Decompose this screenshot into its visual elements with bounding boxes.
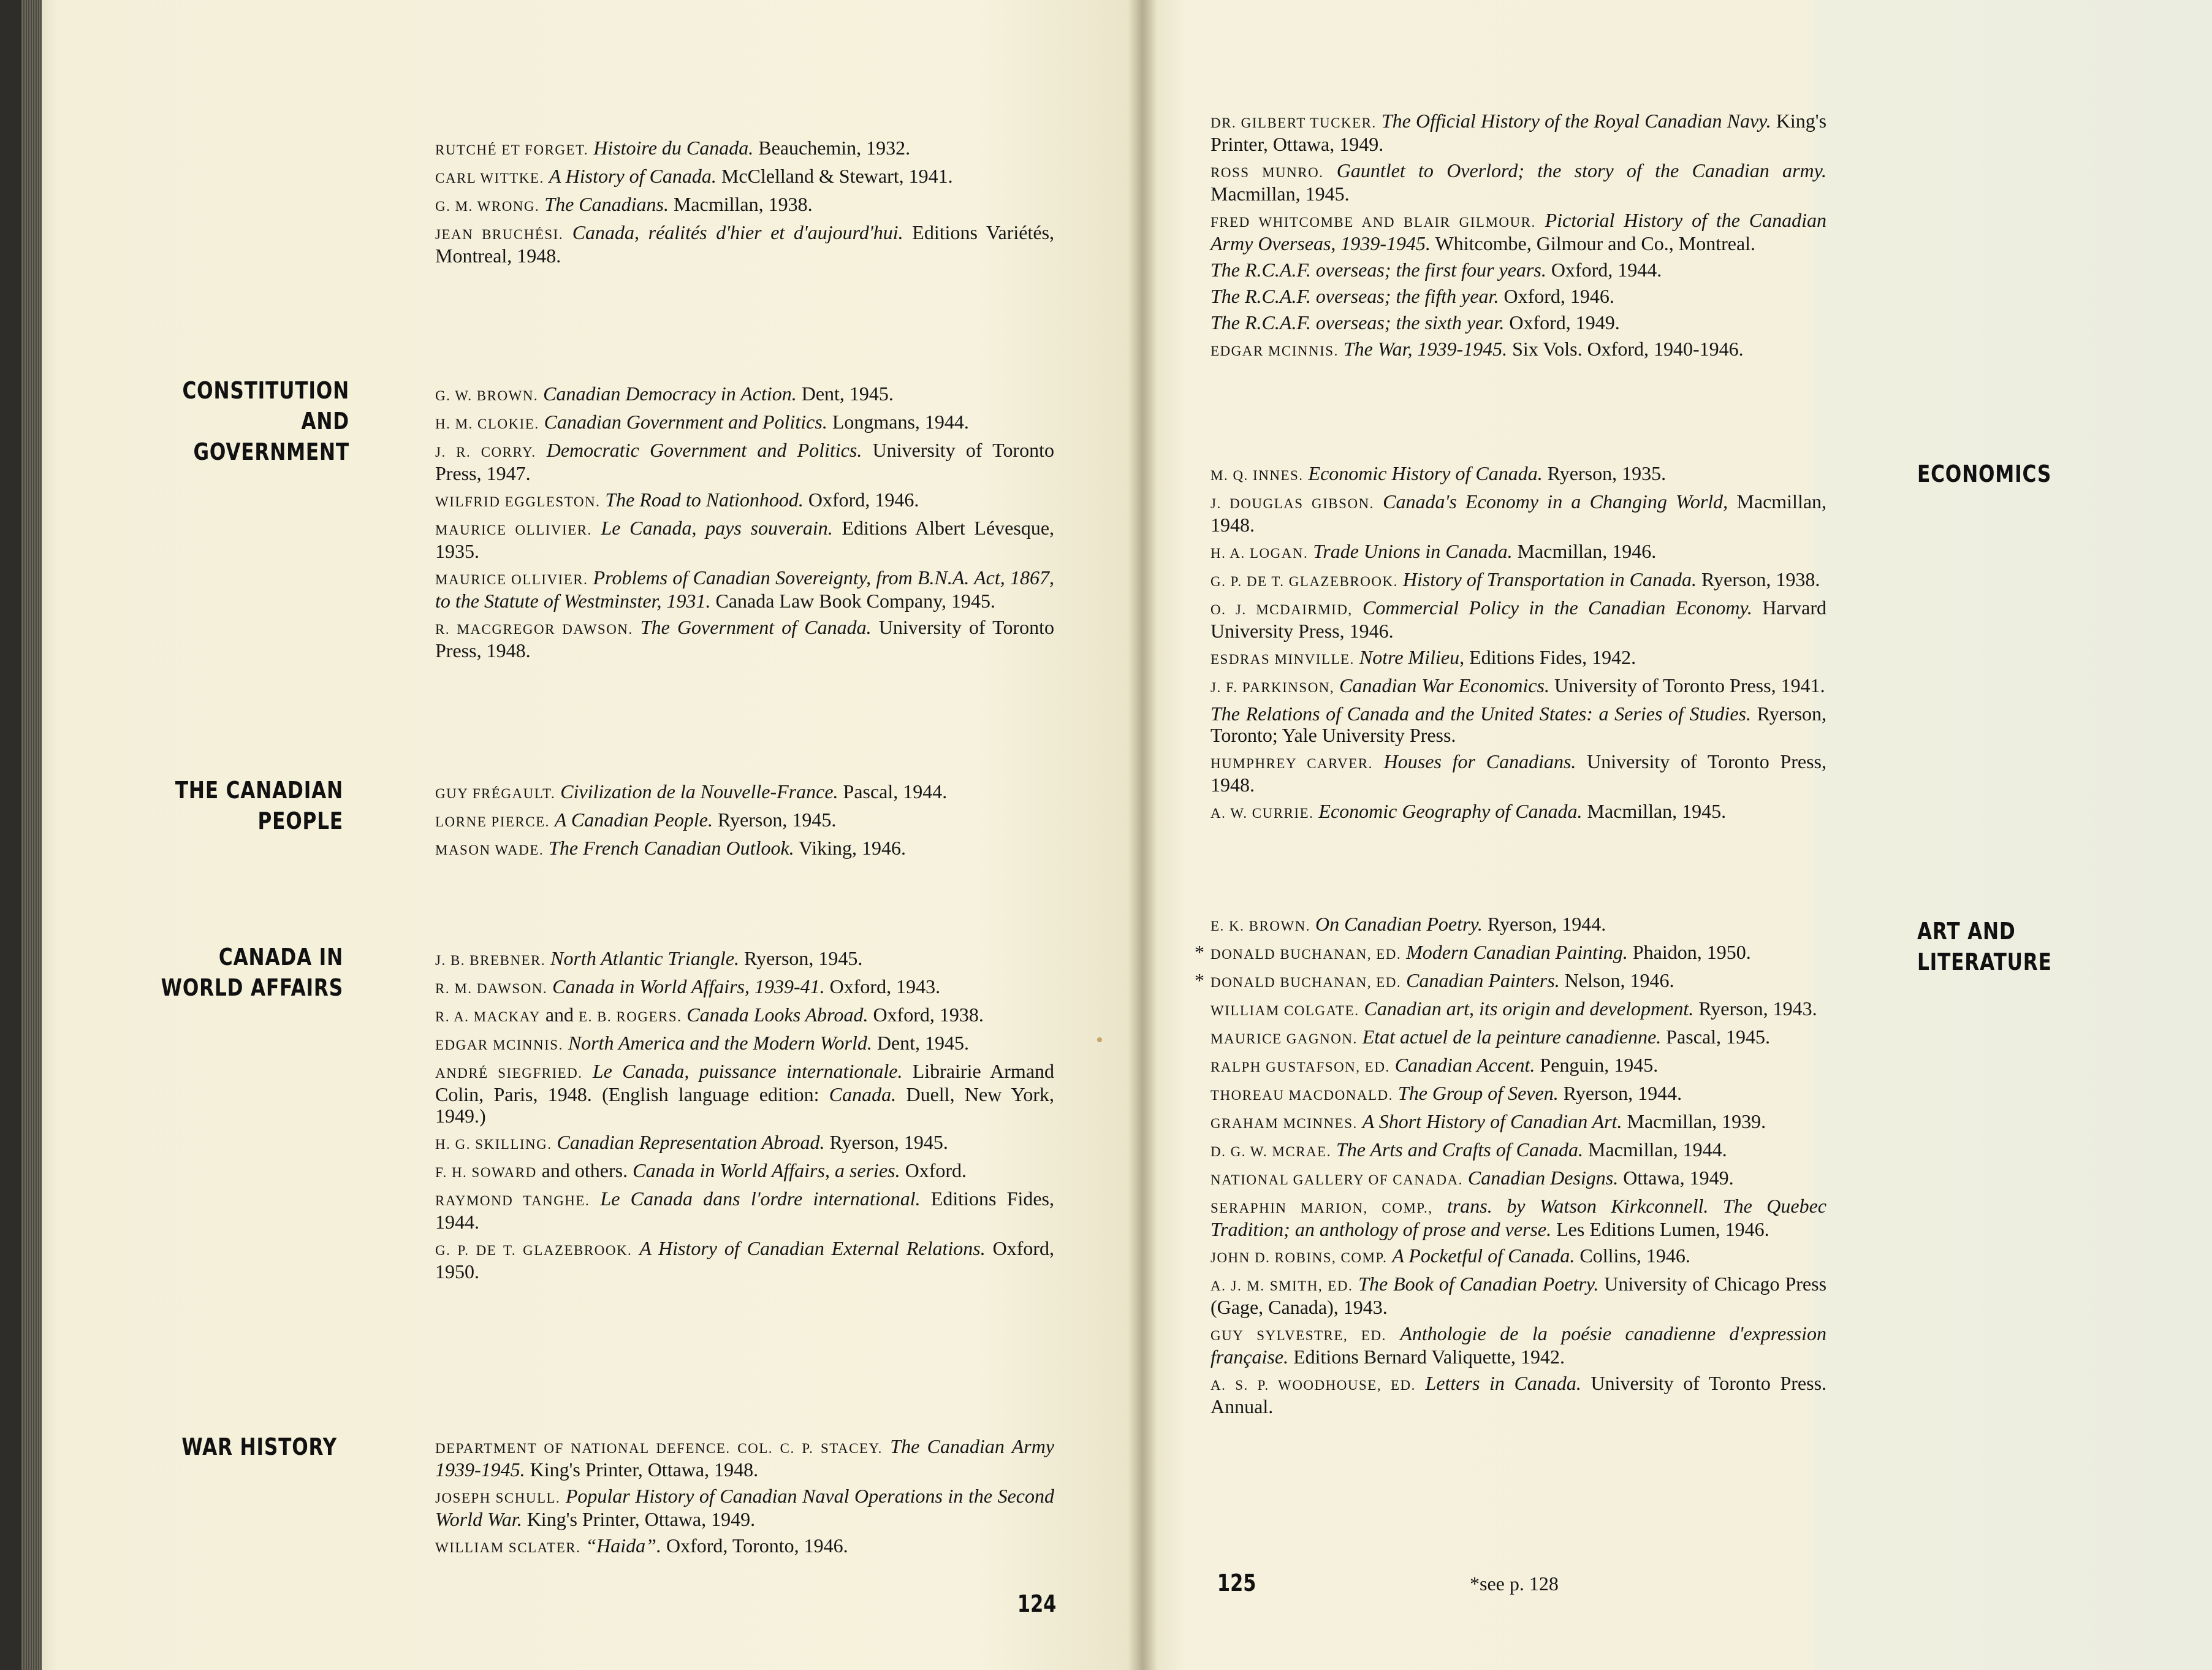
page-edges — [21, 0, 42, 1670]
entry-publisher: Ryerson, 1945. — [829, 1131, 948, 1153]
entry-title: trans. by Watson Kirkconnell. The Quebec Tradition; an anthology of prose and verse. — [1211, 1195, 1826, 1240]
entry-title: Le Canada dans l'ordre international. — [600, 1188, 921, 1210]
entry-publisher: Les Editions Lumen, 1946. — [1556, 1218, 1769, 1240]
entry-publisher: Whitcombe, Gilmour and Co., Montreal. — [1435, 232, 1756, 254]
bibliography-entry — [1211, 259, 1826, 281]
entry-title: The R.C.A.F. overseas; the first four years. — [1211, 259, 1546, 281]
entry-publisher: Ryerson, 1944. — [1563, 1082, 1682, 1104]
bibliography-entry — [1211, 751, 1826, 796]
bibliography-entry — [1211, 597, 1826, 642]
entry-publisher: Nelson, 1946. — [1564, 969, 1674, 991]
heading-line: LITERATURE — [1917, 948, 2052, 975]
bibliography-entry — [435, 1061, 1054, 1127]
entry-publisher: University of Toronto Press. Annual. — [1211, 1372, 1827, 1417]
entry-publisher: Oxford, 1950. — [435, 1237, 1055, 1283]
entry-publisher: University of Toronto Press, 1948. — [1211, 750, 1827, 796]
bibliography-entry — [1211, 942, 1826, 965]
bibliography-entry — [435, 137, 1054, 161]
entry-title: Histoire du Canada. — [593, 137, 754, 159]
entry-author: MAURICE GAGNON. — [1211, 1031, 1358, 1047]
entry-publisher: Macmillan, 1938. — [673, 193, 813, 215]
entry-title: Houses for Canadians. — [1383, 750, 1576, 772]
bibliography-entry — [1211, 998, 1826, 1021]
entry-publisher: King's Printer, Ottawa, 1949. — [526, 1508, 756, 1530]
entry-author: MASON WADE. — [435, 842, 544, 858]
bibliography-entry — [1211, 1054, 1826, 1078]
heading-line: PEOPLE — [257, 807, 343, 834]
bibliography-entry — [1211, 1026, 1826, 1050]
entry-title: Canada's Economy in a Changing World, — [1383, 490, 1728, 513]
entry-author: EDGAR MCINNIS. — [1211, 343, 1339, 359]
heading-line: ART AND — [1917, 918, 2016, 945]
entry-title: Canadian art, its origin and development. — [1364, 997, 1694, 1020]
entry-author: EDGAR MCINNIS. — [435, 1037, 563, 1053]
entry-author: R. M. DAWSON. — [435, 981, 548, 996]
entry-author: RUTCHÉ ET FORGET. — [435, 142, 589, 158]
entry-publisher: Penguin, 1945. — [1540, 1054, 1659, 1076]
entry-title: Economic Geography of Canada. — [1318, 800, 1583, 822]
entry-author: DR. GILBERT TUCKER. — [1211, 115, 1377, 131]
entry-title: The R.C.A.F. overseas; the fifth year. — [1211, 285, 1499, 307]
paper-speck — [1097, 1037, 1102, 1042]
entry-title: Canadian Representation Abroad. — [557, 1131, 825, 1153]
entry-author: LORNE PIERCE. — [435, 814, 550, 829]
bibliography-entry — [435, 1535, 1054, 1558]
bibliography-entry — [435, 383, 1054, 406]
economics-entries — [1211, 463, 1826, 829]
entry-publisher: University of Toronto Press, 1948. — [435, 616, 1055, 662]
entry-publisher: Ryerson, 1945. — [717, 809, 837, 831]
bibliography-entry — [1211, 1245, 1826, 1268]
entry-publisher: Oxford, 1938. — [873, 1004, 984, 1026]
entry-author: G. W. BROWN. — [435, 388, 539, 403]
section-heading-economics — [1917, 459, 2118, 489]
entry-author: F. H. SOWARD — [435, 1165, 537, 1180]
entry-publisher: Viking, 1946. — [799, 837, 906, 859]
entry-author: A. W. CURRIE. — [1211, 806, 1314, 821]
entry-publisher: Pascal, 1945. — [1666, 1026, 1771, 1048]
entry-author: ESDRAS MINVILLE. — [1211, 652, 1355, 667]
entry-publisher: University of Toronto Press, 1941. — [1554, 674, 1825, 696]
entry-publisher: Oxford, 1946. — [808, 489, 919, 511]
section-heading-canadian-people — [147, 775, 343, 836]
entry-author: WILFRID EGGLESTON. — [435, 494, 601, 509]
bibliography-entry — [1211, 286, 1826, 307]
entry-title: The War, 1939-1945. — [1343, 338, 1508, 360]
heading-line: CONSTITUTION — [182, 377, 349, 404]
bibliography-entry — [1211, 110, 1826, 155]
section-heading-world-affairs — [147, 942, 343, 1003]
entry-publisher: Ryerson, 1945. — [744, 947, 863, 969]
entry-author: WILLIAM SCLATER. — [435, 1540, 581, 1555]
bibliography-entry — [435, 1132, 1054, 1155]
entry-conjunction: and others. — [541, 1159, 628, 1181]
entry-author: J. F. PARKINSON, — [1211, 680, 1335, 695]
entry-author: WILLIAM COLGATE. — [1211, 1003, 1359, 1018]
entry-author: GUY SYLVESTRE, ED. — [1211, 1328, 1386, 1343]
entry-publisher: Ottawa, 1949. — [1623, 1167, 1734, 1189]
section-heading-art-literature — [1917, 916, 2118, 977]
bibliography-entry — [435, 1032, 1054, 1056]
entry-author: J. DOUGLAS GIBSON. — [1211, 496, 1374, 511]
entry-title: Anthologie de la poésie canadienne d'expression française. — [1211, 1322, 1826, 1368]
left-intro-entries — [435, 137, 1054, 272]
entry-title: Modern Canadian Painting. — [1406, 941, 1628, 963]
entry-publisher: Ryerson, 1943. — [1698, 997, 1817, 1020]
entry-title: Gauntlet to Overlord; the story of the Canadian army. — [1336, 159, 1827, 181]
entry-title: A Pocketful of Canada. — [1392, 1245, 1575, 1267]
world-affairs-entries — [435, 948, 1054, 1287]
entry-title: Canada in World Affairs, a series. — [633, 1159, 900, 1181]
entry-title: Canadian Government and Politics. — [544, 411, 827, 433]
bibliography-entry — [435, 489, 1054, 513]
entry-publisher: Oxford, 1949. — [1509, 311, 1620, 334]
entry-title: Etat actuel de la peinture canadienne. — [1362, 1026, 1662, 1048]
entry-author: JOSEPH SCHULL. — [435, 1490, 561, 1506]
entry-conjunction: and — [545, 1004, 574, 1026]
bibliography-entry — [435, 411, 1054, 435]
bibliography-entry — [1211, 160, 1826, 205]
book-spine — [1128, 0, 1157, 1670]
entry-title: The Canadian Army 1939-1945. — [435, 1435, 1055, 1481]
entry-publisher: Ryerson, Toronto; Yale University Press. — [1211, 703, 1827, 746]
entry-author: G. P. DE T. GLAZEBROOK. — [1211, 574, 1398, 589]
entry-publisher: King's Printer, Ottawa, 1948. — [530, 1458, 759, 1481]
bibliography-entry — [1211, 569, 1826, 592]
entry-title: Letters in Canada. — [1425, 1372, 1581, 1394]
page-number-124: 124 — [1017, 1590, 1057, 1617]
entry-publisher: Dent, 1945. — [876, 1032, 970, 1054]
entry-author: RAYMOND TANGHE. — [435, 1193, 590, 1208]
bibliography-entry — [1211, 1323, 1826, 1368]
bibliography-entry — [1211, 913, 1826, 937]
entry-title: Le Canada, puissance internationale. — [592, 1060, 903, 1082]
entry-title: Canada. — [829, 1083, 897, 1105]
bibliography-entry — [435, 976, 1054, 999]
bibliography-entry — [435, 948, 1054, 971]
bibliography-entry — [1211, 1195, 1826, 1240]
entry-title: The Government of Canada. — [640, 616, 872, 638]
entry-author: H. M. CLOKIE. — [435, 416, 539, 432]
entry-publisher: Librairie Armand Colin, Paris, 1948. (English language edition: — [435, 1060, 1055, 1105]
entry-author: O. J. MCDAIRMID, — [1211, 602, 1353, 617]
entry-publisher: Editions Fides, 1944. — [435, 1188, 1055, 1233]
bibliography-entry — [435, 809, 1054, 833]
entry-publisher: Ryerson, 1935. — [1547, 462, 1667, 484]
entry-title: The Arts and Crafts of Canada. — [1336, 1138, 1583, 1161]
constitution-entries — [435, 383, 1054, 666]
bibliography-entry — [435, 194, 1054, 217]
entry-publisher: University of Chicago Press (Gage, Canada), 1943. — [1211, 1273, 1827, 1318]
entry-title: Popular History of Canadian Naval Operations in the Second World War. — [435, 1485, 1054, 1530]
entry-title: Canada Looks Abroad. — [686, 1004, 868, 1026]
entry-author: MAURICE OLLIVIER. — [435, 572, 588, 587]
entry-author: A. S. P. WOODHOUSE, ED. — [1211, 1378, 1416, 1393]
heading-line: AND GOVERNMENT — [193, 408, 349, 465]
entry-author: H. G. SKILLING. — [435, 1137, 552, 1152]
entry-author: R. MACGREGOR DAWSON. — [435, 622, 633, 637]
entry-author: DONALD BUCHANAN, ED. — [1211, 947, 1402, 962]
entry-title: A Short History of Canadian Art. — [1362, 1110, 1622, 1132]
entry-author: GRAHAM MCINNES. — [1211, 1116, 1358, 1131]
bibliography-entry — [1211, 210, 1826, 254]
bibliography-entry — [435, 1485, 1054, 1530]
entry-author: NATIONAL GALLERY OF CANADA. — [1211, 1172, 1463, 1188]
entry-author: DONALD BUCHANAN, ED. — [1211, 975, 1402, 990]
entry-author: R. A. MACKAY — [435, 1009, 541, 1024]
entry-author: G. P. DE T. GLAZEBROOK. — [435, 1243, 633, 1258]
entry-title: Canadian War Economics. — [1339, 674, 1549, 696]
entry-title: Trade Unions in Canada. — [1313, 540, 1513, 562]
entry-publisher: Macmillan, 1948. — [1211, 490, 1827, 536]
entry-publisher: Harvard University Press, 1946. — [1211, 597, 1827, 642]
bibliography-entry — [435, 440, 1054, 484]
bibliography-entry — [1211, 1167, 1826, 1191]
entry-publisher: Collins, 1946. — [1579, 1245, 1690, 1267]
entry-title: A History of Canadian External Relations. — [639, 1237, 986, 1259]
entry-publisher: Macmillan, 1944. — [1587, 1138, 1727, 1161]
entry-title: History of Transportation in Canada. — [1402, 568, 1697, 590]
bibliography-entry — [435, 1004, 1054, 1028]
heading-line: ECONOMICS — [1917, 460, 2052, 487]
war-history-continued-entries — [1211, 110, 1826, 367]
entry-title: Canada, réalités d'hier et d'aujourd'hui. — [572, 221, 903, 243]
entry-title: Pictorial History of the Canadian Army Overseas, 1939-1945. — [1211, 209, 1827, 254]
entry-author: MAURICE OLLIVIER. — [435, 522, 592, 538]
entry-publisher: Ryerson, 1938. — [1701, 568, 1820, 590]
entry-title: The Road to Nationhood. — [605, 489, 804, 511]
entry-title: Problems of Canadian Sovereignty, from B.N.A. Act, 1867, to the Statute of Westminster, 1931. — [435, 566, 1055, 612]
section-heading-constitution — [148, 375, 349, 467]
entry-author: ROSS MUNRO. — [1211, 165, 1324, 180]
section-heading-war-history — [146, 1432, 337, 1462]
entry-author: H. A. LOGAN. — [1211, 546, 1309, 561]
entry-publisher: McClelland & Stewart, 1941. — [721, 165, 953, 187]
art-literature-entries — [1211, 913, 1826, 1422]
entry-publisher: Dent, 1945. — [801, 383, 894, 405]
entry-title: Canadian Democracy in Action. — [543, 383, 797, 405]
entry-publisher: King's Printer, Ottawa, 1949. — [1211, 110, 1827, 155]
heading-line: WORLD AFFAIRS — [161, 974, 343, 1001]
heading-line: CANADA IN — [218, 944, 343, 970]
heading-line: WAR HISTORY — [181, 1433, 337, 1460]
bibliography-entry — [435, 567, 1054, 612]
entry-author: SERAPHIN MARION, COMP., — [1211, 1200, 1433, 1216]
bibliography-entry — [435, 1436, 1054, 1481]
bibliography-entry — [1211, 1373, 1826, 1417]
bibliography-entry — [1211, 1083, 1826, 1106]
entry-publisher: Oxford, 1946. — [1503, 285, 1614, 307]
bibliography-entry — [1211, 541, 1826, 564]
entry-title: The Official History of the Royal Canadian Navy. — [1381, 110, 1771, 132]
entry-title: Le Canada, pays souverain. — [601, 517, 833, 539]
entry-author: JOHN D. ROBINS, COMP. — [1211, 1250, 1388, 1265]
entry-title: The Relations of Canada and the United States: a Series of Studies. — [1211, 703, 1751, 725]
entry-publisher: University of Toronto Press, 1947. — [435, 439, 1055, 484]
entry-publisher: Macmillan, 1945. — [1587, 800, 1727, 822]
entry-author: A. J. M. SMITH, ED. — [1211, 1278, 1353, 1294]
bibliography-entry — [1211, 491, 1826, 536]
bibliography-entry — [1211, 647, 1826, 670]
show-through-band — [1814, 0, 2212, 1670]
page-number-125: 125 — [1217, 1569, 1256, 1596]
entry-publisher: Six Vols. Oxford, 1940-1946. — [1512, 338, 1744, 360]
entry-publisher: Macmillan, 1939. — [1627, 1110, 1766, 1132]
entry-publisher: Editions Fides, 1942. — [1469, 646, 1636, 668]
entry-author: HUMPHREY CARVER. — [1211, 756, 1373, 771]
bibliography-entry — [435, 517, 1054, 562]
entry-publisher: Macmillan, 1945. — [1211, 183, 1350, 205]
bibliography-entry — [1211, 463, 1826, 486]
entry-title: A History of Canada. — [549, 165, 716, 187]
entry-publisher: Duell, New York, 1949.) — [435, 1083, 1055, 1127]
entry-title: Canadian Designs. — [1467, 1167, 1619, 1189]
entry-publisher: Ryerson, 1944. — [1487, 913, 1606, 935]
entry-title: On Canadian Poetry. — [1315, 913, 1483, 935]
entry-title: The R.C.A.F. overseas; the sixth year. — [1211, 311, 1505, 334]
entry-author: E. K. BROWN. — [1211, 918, 1311, 934]
bibliography-entry — [435, 1188, 1054, 1233]
entry-publisher: Editions Bernard Valiquette, 1942. — [1293, 1346, 1565, 1368]
entry-author: D. G. W. MCRAE. — [1211, 1144, 1331, 1159]
bibliography-entry — [435, 1238, 1054, 1283]
entry-author: G. M. WRONG. — [435, 199, 540, 214]
entry-author: GUY FRÉGAULT. — [435, 786, 556, 801]
entry-publisher: Editions Variétés, Montreal, 1948. — [435, 221, 1055, 267]
entry-title: Economic History of Canada. — [1308, 462, 1543, 484]
entry-publisher: Beauchemin, 1932. — [758, 137, 911, 159]
entry-title: Civilization de la Nouvelle-France. — [560, 780, 838, 803]
entry-author: DEPARTMENT OF NATIONAL DEFENCE. COL. C. P. STACEY. — [435, 1441, 883, 1456]
entry-title: The Canadians. — [544, 193, 669, 215]
bibliography-entry — [1211, 1111, 1826, 1134]
heading-line: THE CANADIAN — [175, 777, 343, 804]
entry-author: E. B. ROGERS. — [579, 1009, 682, 1024]
entry-author: JEAN BRUCHÉSI. — [435, 227, 564, 242]
entry-publisher: Macmillan, 1946. — [1517, 540, 1657, 562]
entry-publisher: Oxford, 1943. — [829, 975, 941, 997]
entry-author: THOREAU MACDONALD. — [1211, 1088, 1393, 1103]
entry-title: Commercial Policy in the Canadian Economy. — [1363, 597, 1752, 619]
bibliography-entry — [435, 1160, 1054, 1183]
entry-publisher: Pascal, 1944. — [843, 780, 948, 803]
war-history-entries — [435, 1436, 1054, 1563]
entry-title: The Group of Seven. — [1397, 1082, 1559, 1104]
bibliography-entry — [1211, 703, 1826, 746]
footnote: *see p. 128 — [1470, 1573, 1559, 1595]
bibliography-entry — [1211, 1273, 1826, 1318]
bibliography-entry — [1211, 1139, 1826, 1162]
entry-publisher: Canada Law Book Company, 1945. — [715, 590, 995, 612]
entry-title: A Canadian People. — [554, 809, 713, 831]
entry-publisher: Oxford, 1944. — [1551, 259, 1662, 281]
bibliography-entry — [1211, 970, 1826, 993]
entry-author: ANDRÉ SIEGFRIED. — [435, 1066, 583, 1081]
entry-author: M. Q. INNES. — [1211, 468, 1304, 483]
entry-author: J. B. BREBNER. — [435, 953, 546, 968]
entry-title: Canadian Painters. — [1406, 969, 1560, 991]
entry-publisher: Phaidon, 1950. — [1632, 941, 1751, 963]
bibliography-entry — [435, 166, 1054, 189]
entry-author: FRED WHITCOMBE AND BLAIR GILMOUR. — [1211, 215, 1536, 230]
entry-title: Canadian Accent. — [1394, 1054, 1535, 1076]
bibliography-entry — [435, 222, 1054, 267]
entry-title: The Book of Canadian Poetry. — [1358, 1273, 1599, 1295]
entry-publisher: Oxford. — [905, 1159, 967, 1181]
canadian-people-entries — [435, 781, 1054, 866]
entry-title: Democratic Government and Politics. — [546, 439, 862, 461]
bibliography-entry — [1211, 675, 1826, 698]
entry-publisher: Longmans, 1944. — [832, 411, 969, 433]
entry-title: “Haida”. — [585, 1535, 661, 1557]
entry-title: North Atlantic Triangle. — [550, 947, 740, 969]
bibliography-entry — [435, 617, 1054, 662]
entry-publisher: Oxford, Toronto, 1946. — [666, 1535, 848, 1557]
entry-author: CARL WITTKE. — [435, 170, 544, 186]
entry-title: North America and the Modern World. — [568, 1032, 872, 1054]
bibliography-entry — [1211, 338, 1826, 362]
entry-author: RALPH GUSTAFSON, ED. — [1211, 1059, 1390, 1075]
entry-publisher: Editions Albert Lévesque, 1935. — [435, 517, 1055, 562]
bibliography-entry — [435, 781, 1054, 804]
entry-title: Canada in World Affairs, 1939-41. — [552, 975, 825, 997]
entry-author: J. R. CORRY. — [435, 444, 536, 460]
bibliography-entry — [1211, 312, 1826, 334]
bibliography-entry — [1211, 801, 1826, 824]
bibliography-entry — [435, 837, 1054, 861]
entry-title: The French Canadian Outlook. — [549, 837, 794, 859]
entry-title: Notre Milieu, — [1359, 646, 1465, 668]
